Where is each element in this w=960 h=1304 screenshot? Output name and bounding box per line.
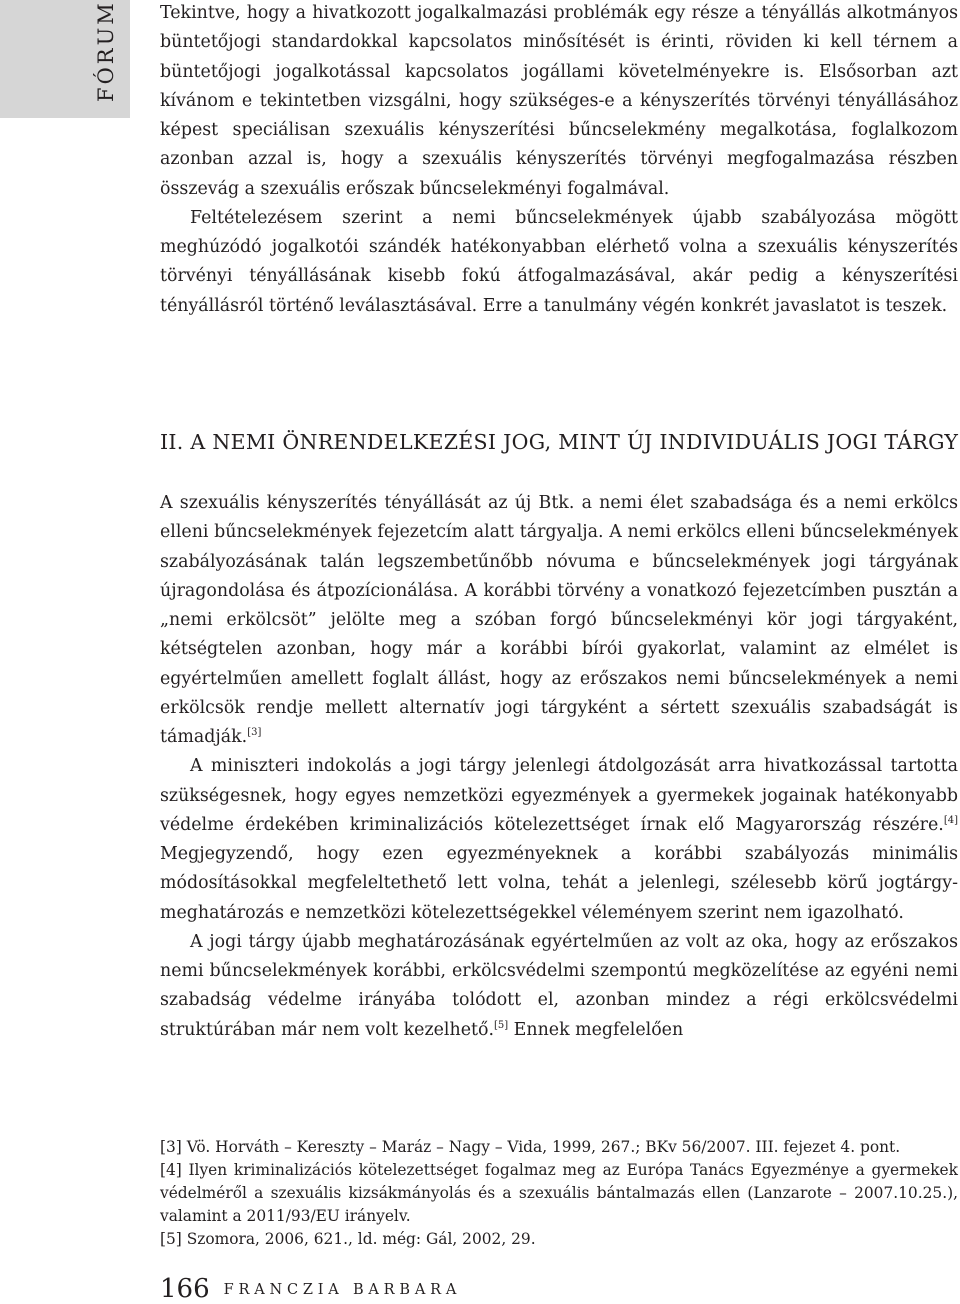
section-paragraph-3 xyxy=(160,928,958,1045)
footnote-4: [4] Ilyen kriminalizációs kötelezettséget fogalmaz meg az Európa Tanács Egyezménye a gyermekek védelméről a szexuális kizsákmányolás és a szexuális bántalmazás ellen (Lanzarote – 2007.10.25.), valamint a 2011/93/EU irányelv. xyxy=(160,1161,958,1225)
intro-paragraph-2: Feltételezésem szerint a nemi bűncselekmények újabb szabályozása mögött meghúzódó jogalkotói szándék hatékonyabban elérhető volna a szexuális kényszerítés törvényi tényállásának kisebb fokú átfogalmazásával, akár pedig a kényszerítési tényállásról történő leválasztásával. Erre a tanulmány végén konkrét javaslatot is teszek. xyxy=(160,207,958,316)
footnote-ref-4: [4] xyxy=(943,814,958,826)
section-tab-label: FÓRUM xyxy=(94,0,118,102)
footnote-3: [3] Vö. Horváth – Kereszty – Maráz – Nagy – Vida, 1999, 267.; BKv 56/2007. III. fejezet 4. pont. xyxy=(160,1138,901,1156)
section-paragraph-2-text-b: Megjegyzendő, hogy ezen egyezményeknek a korábbi szabályozás minimális módosításokkal megfeleltethető lett volna, tehát a jelenlegi, szélesebb körű jogtárgy-meghatározás e nemzetközi kötelezettségekkel véleményem szerint nem igazolható. xyxy=(160,844,958,923)
intro-paragraph-1: Tekintve, hogy a hivatkozott jogalkalmazási problémák egy része a tényállás alkotmányos büntetőjogi standardokkal kapcsolatos minősítését is érinti, röviden ki kell térnem a büntetőjogi jogalkotással kapcsolatos jogállami követelményekre is. Elsősorban azt kívánom e tekintetben vizsgálni, hogy szükséges-e a kényszerítés törvényi tényállásához képest speciálisan szexuális kényszerítési bűncselekmény megalkotása, foglalkozom azonban azzal is, hogy a szexuális kényszerítés törvényi megfogalmazása részben összevág a szexuális erőszak bűncselekményi fogalmával. xyxy=(160,3,958,199)
section-paragraph-3-text-b: Ennek megfelelően xyxy=(508,1019,684,1040)
section-tab xyxy=(0,0,130,118)
footnote-ref-3: [3] xyxy=(247,727,262,739)
section-paragraph-1-text: A szexuális kényszerítés tényállását az új Btk. a nemi élet szabadsága és a nemi erkölcs elleni bűncselekmények fejezetcím alatt tárgyalja. A nemi erkölcs elleni bűncselekmények szabályozásának talán legszembetűnőbb nóvuma e bűncselekmények jogi tárgyának újragondolása és átpozícionálása. A korábbi törvény a vonatkozó fejezetcímben pusztán a „nemi erkölcsöt” jelölte meg a szóban forgó bűncselekményi kör jogi tárgyaként, kétségtelen azonban, hogy már a korábbi bírói gyakorlat, valamint az elmélet is egyértelműen amellett foglalt állást, hogy az erőszakos nemi bűncselekmények a nemi erkölcsök rendje mellett alternatív jogi tárgyként a sértett szexuális szabadságát is támadják. xyxy=(160,493,958,747)
section-body xyxy=(160,489,958,1045)
section-paragraph-2 xyxy=(160,752,958,928)
page-number: 166 xyxy=(160,1274,210,1304)
intro-block xyxy=(160,0,958,321)
running-author: FRANCZIA BARBARA xyxy=(223,1282,462,1298)
section-paragraph-1 xyxy=(160,489,958,752)
footnote-5: [5] Szomora, 2006, 621., ld. még: Gál, 2002, 29. xyxy=(160,1230,536,1248)
section-paragraph-3-text-a: A jogi tárgy újabb meghatározásának egyértelműen az volt az oka, hogy az erőszakos nemi bűncselekmények korábbi, erkölcsvédelmi szempontú megközelítése az egyéni nemi szabadság védelme irányába tolódott el, azonban mindez a régi erkölcsvédelmi struktúrában már nem volt kezelhető. xyxy=(160,931,958,1040)
footnotes xyxy=(160,1136,958,1251)
page-footer xyxy=(160,1274,461,1304)
footnote-ref-5: [5] xyxy=(493,1019,509,1031)
section-heading: II. A NEMI ÖNRENDELKEZÉSI JOG, MINT ÚJ INDIVIDUÁLIS JOGI TÁRGY xyxy=(160,430,959,454)
section-paragraph-2-text-a: A miniszteri indokolás a jogi tárgy jelenlegi átdolgozását arra hivatkozással tartotta szükségesnek, hogy egyes nemzetközi egyezmények a gyermekek jogainak hatékonyabb védelme érdekében kriminalizációs kötelezettséget írnak elő Magyarország részére. xyxy=(160,756,958,835)
